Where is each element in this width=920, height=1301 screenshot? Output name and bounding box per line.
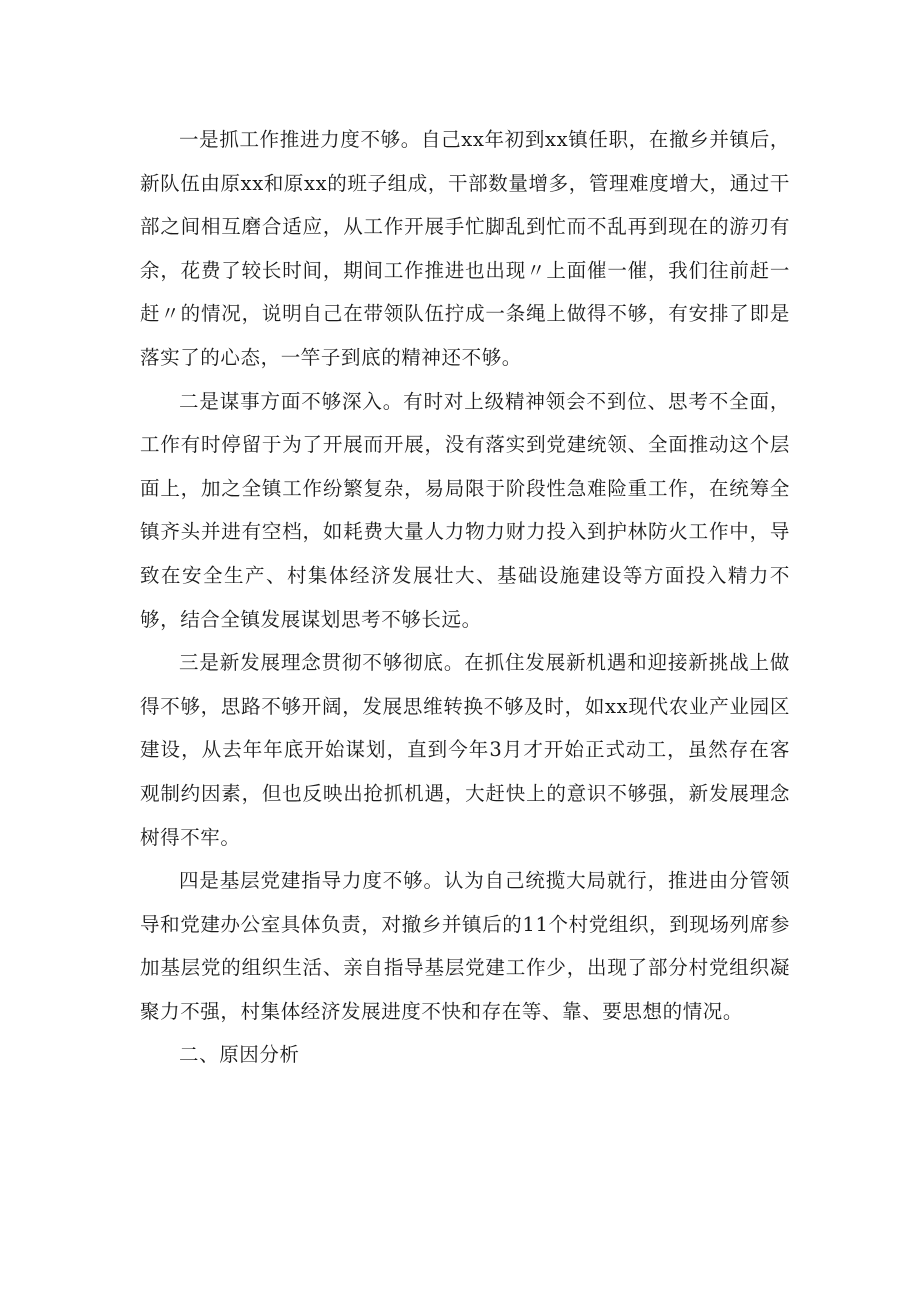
document-body <box>140 118 790 1077</box>
paragraph-planning-depth: 二是谋事方面不够深入。有时对上级精神领会不到位、思考不全面，工作有时停留于为了开展而开展，没有落实到党建统领、全面推动这个层面上，加之全镇工作纷繁复杂，易局限于阶段性急难险重工作，在统筹全镇齐头并进有空档，如耗费大量人力物力财力投入到护林防火工作中，导致在安全生产、村集体经济发展壮大、基础设施建设等方面投入精力不够，结合全镇发展谋划思考不够长远。 <box>140 389 790 631</box>
paragraph-party-building-guidance: 四是基层党建指导力度不够。认为自己统揽大局就行，推进由分管领导和党建办公室具体负责，对撤乡并镇后的11个村党组织，到现场列席参加基层党的组织生活、亲自指导基层党建工作少，出现了部分村党组织凝聚力不强，村集体经济发展进度不快和存在等、靠、要思想的情况。 <box>140 869 790 1023</box>
paragraph-work-promotion: 一是抓工作推进力度不够。自己xx年初到xx镇任职，在撤乡并镇后，新队伍由原xx和原xx的班子组成，干部数量增多，管理难度增大，通过干部之间相互磨合适应，从工作开展手忙脚乱到忙而不乱再到现在的游刃有余，花费了较长时间，期间工作推进也出现〃上面催一催，我们往前赶一赶〃的情况，说明自己在带领队伍拧成一条绳上做得不够，有安排了即是落实了的心态，一竿子到底的精神还不够。 <box>140 128 790 369</box>
section-heading-cause-analysis: 二、原因分析 <box>179 1043 300 1067</box>
paragraph-new-development-concept: 三是新发展理念贯彻不够彻底。在抓住发展新机遇和迎接新挑战上做得不够，思路不够开阔，发展思维转换不够及时，如xx现代农业产业园区建设，从去年年底开始谋划，直到今年3月才开始正式动工，虽然存在客观制约因素，但也反映出抢抓机遇，大赶快上的意识不够强，新发展理念树得不牢。 <box>140 651 790 849</box>
